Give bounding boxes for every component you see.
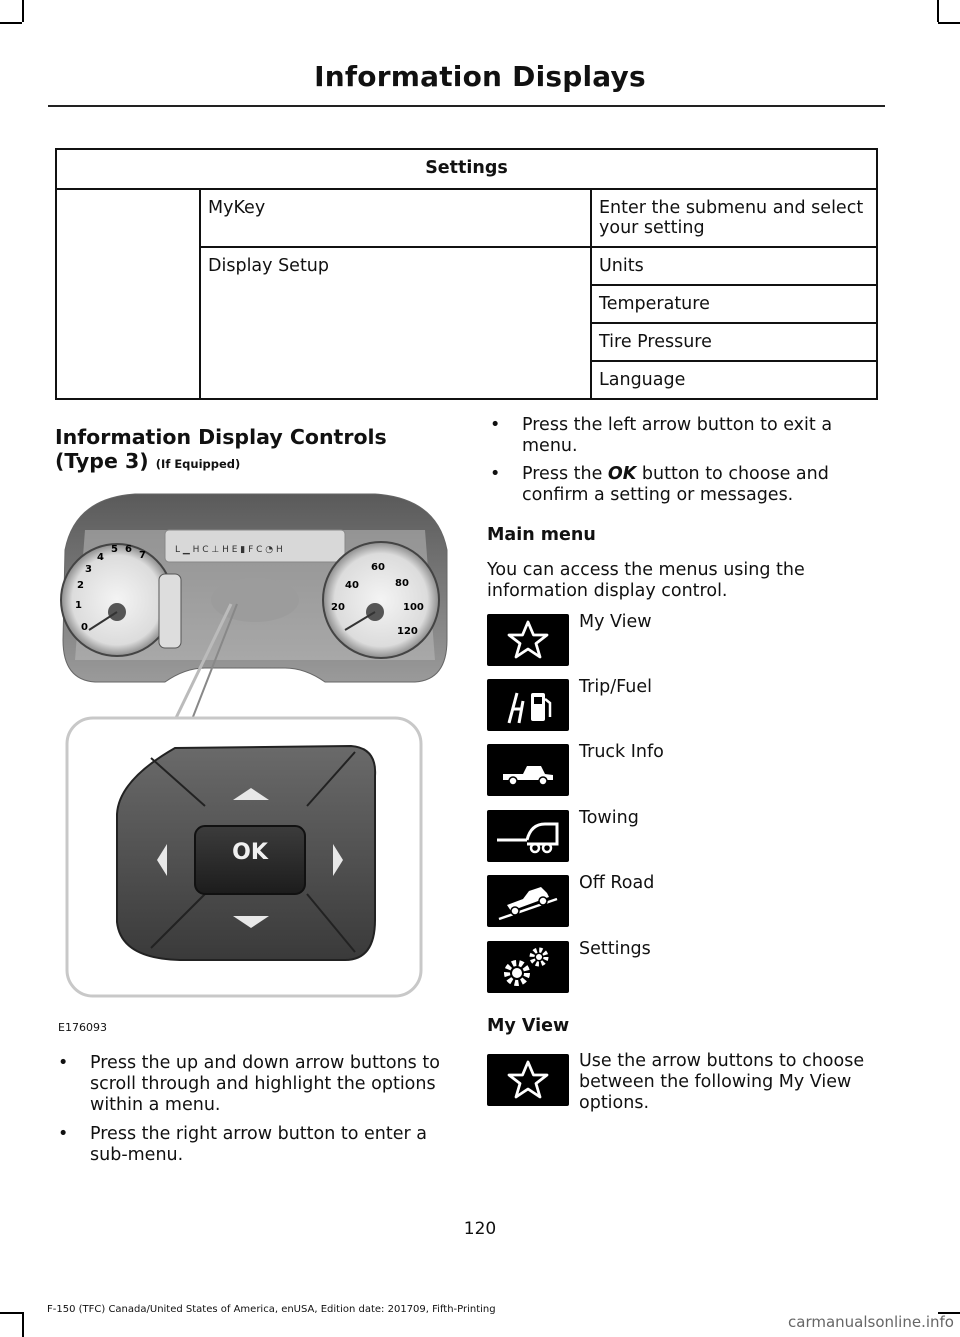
bullet-text: Press the left arrow button to exit a menu. <box>522 415 833 456</box>
menu-item-truck-info: Truck Info <box>579 742 664 762</box>
page-number: 120 <box>463 1219 497 1239</box>
settings-table <box>55 148 878 400</box>
bullet-text <box>522 464 872 506</box>
table-cell-value: Enter the submenu and select your setting <box>591 189 877 247</box>
crop-mark <box>937 0 939 22</box>
my-view-text: Use the arrow buttons to choose between the following My View options. <box>579 1051 865 1113</box>
table-cell-item: MyKey <box>200 189 591 247</box>
table-cell-value: Units <box>591 247 877 285</box>
menu-item-off-road: Off Road <box>579 873 655 893</box>
cluster-illustration <box>55 490 453 1030</box>
gears-icon <box>487 941 569 993</box>
ok-emphasis: OK <box>607 464 637 484</box>
svg-text:6: 6 <box>125 544 132 555</box>
crop-mark <box>938 22 960 24</box>
svg-text:5: 5 <box>111 544 118 555</box>
bullet-item <box>58 1053 458 1117</box>
footer-text: F-150 (TFC) Canada/United States of America, enUSA, Edition date: 201709, Fifth-Printing <box>47 1304 496 1315</box>
header-divider <box>48 105 885 107</box>
bullet-item <box>58 1124 458 1168</box>
figure-code: E176093 <box>58 1021 107 1034</box>
svg-text:120: 120 <box>397 626 418 637</box>
my-view-heading: My View <box>487 1016 570 1036</box>
table-cell-item: Display Setup <box>200 247 591 399</box>
truck-icon <box>487 744 569 796</box>
bullet-text: Press the right arrow button to enter a sub-menu. <box>90 1124 427 1165</box>
svg-text:3: 3 <box>85 564 92 575</box>
svg-text:0: 0 <box>81 622 88 633</box>
main-menu-intro: You can access the menus using the information display control. <box>487 560 805 601</box>
menu-item-trip-fuel: Trip/Fuel <box>579 677 653 697</box>
section-title-text: Information Display Controls <box>55 425 387 449</box>
star-icon <box>487 1054 569 1106</box>
bullet-item <box>490 464 890 508</box>
bullet-item <box>490 415 890 459</box>
settings-table-title: Settings <box>56 149 877 189</box>
crop-mark <box>0 1312 22 1314</box>
trailer-icon <box>487 810 569 862</box>
table-cell-value: Tire Pressure <box>591 323 877 361</box>
bullet-dot: • <box>490 415 501 435</box>
table-cell-value: Temperature <box>591 285 877 323</box>
bullet-text-post: button to choose and confirm a setting or messages. <box>522 464 829 505</box>
equipped-note: (If Equipped) <box>155 457 241 471</box>
crop-mark <box>0 22 22 24</box>
menu-item-towing: Towing <box>579 808 639 828</box>
trip-fuel-icon <box>487 679 569 731</box>
cluster-figure <box>55 490 453 1030</box>
bullet-dot: • <box>58 1053 69 1073</box>
svg-text:2: 2 <box>77 580 84 591</box>
ok-button-label: OK <box>232 840 268 865</box>
section-title <box>55 425 387 476</box>
menu-item-my-view: My View <box>579 612 652 632</box>
table-cell-value: Language <box>591 361 877 399</box>
svg-text:1: 1 <box>75 600 82 611</box>
section-title-type: (Type 3) <box>55 449 149 473</box>
watermark: carmanualsonline.info <box>788 1313 954 1331</box>
svg-text:L ▁ H C ⊥ H E ▮ F C ◔ H: L ▁ H C ⊥ H E ▮ F C ◔ H <box>175 545 283 555</box>
svg-text:40: 40 <box>345 580 359 591</box>
svg-text:4: 4 <box>97 552 104 563</box>
main-menu-heading: Main menu <box>487 525 596 545</box>
bullet-text-pre: Press the <box>522 464 608 484</box>
page-title: Information Displays <box>314 60 646 93</box>
svg-text:7: 7 <box>139 550 146 561</box>
svg-text:60: 60 <box>371 562 385 573</box>
crop-mark <box>22 1312 24 1337</box>
off-road-icon <box>487 875 569 927</box>
bullet-text: Press the up and down arrow buttons to scroll through and highlight the options within a menu. <box>90 1053 440 1115</box>
star-icon <box>487 614 569 666</box>
menu-item-settings: Settings <box>579 939 651 959</box>
crop-mark <box>22 0 24 22</box>
svg-text:20: 20 <box>331 602 345 613</box>
table-empty-cell <box>56 189 200 399</box>
svg-text:80: 80 <box>395 578 409 589</box>
bullet-dot: • <box>58 1124 69 1144</box>
svg-text:100: 100 <box>403 602 424 613</box>
bullet-dot: • <box>490 464 501 484</box>
